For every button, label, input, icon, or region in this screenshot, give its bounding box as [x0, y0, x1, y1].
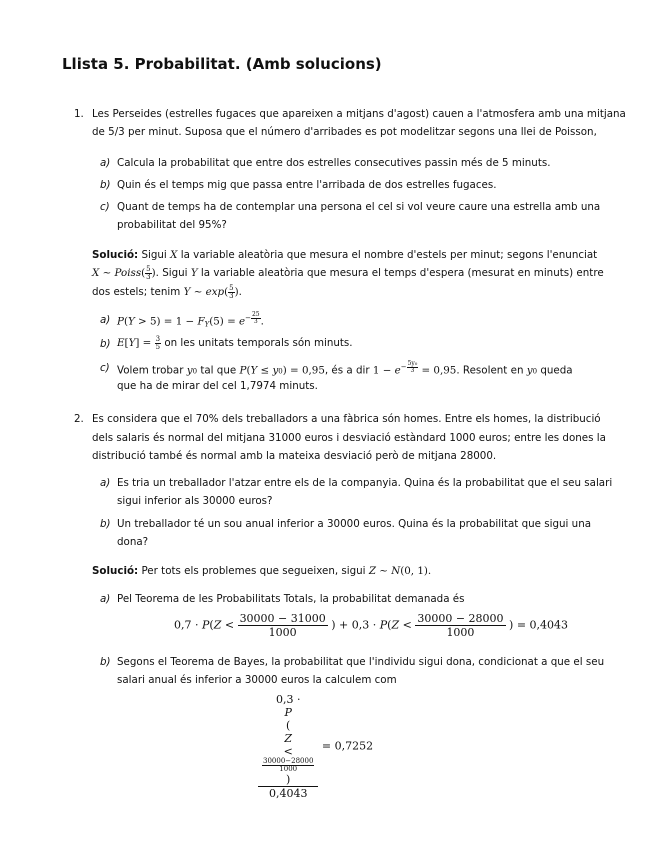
problem-1-item-b-text: Quin és el temps mig que passa entre l'arribada de dos estrelles fugaces.: [117, 179, 497, 191]
problem-2-item-b-label: b): [100, 518, 111, 530]
solution-1-b-line: E[Y] = $\frac{3}{5}$ on les unitats temporals són minuts.: [117, 335, 353, 351]
problem-2-item-a-label: a): [100, 477, 111, 489]
problem-1-item-c-label: c): [100, 201, 110, 213]
problem-1-statement-line-1: Les Perseides (estrelles fugaces que apareixen a mitjans d'agost) cauen a l'atmosfera amb una mitjana: [92, 108, 626, 120]
solution-1-text-d: la variable aleatòria que mesura el temps d'espera (mesurat en minuts) entre: [200, 267, 604, 279]
problem-1-item-a-text: Calcula la probabilitat que entre dos estrelles consecutives passin més de 5 minuts.: [117, 157, 551, 169]
solution-1-line-1: Solució: Sigui X la variable aleatòria que mesura el nombre d'estels per minut; segons l'enunciat: [92, 249, 598, 261]
solution-1-c-text-3: , és a dir: [324, 364, 370, 377]
solution-1-text-a: Sigui: [141, 249, 167, 261]
solution-1-c-text-2: tal que: [200, 364, 237, 377]
solution-1-line-3: dos estels; tenim Y ∼ exp( $\frac{5}{3}$ ).: [92, 284, 242, 300]
problem-2-item-b-line-1: Un treballador té un sou anual inferior a 30000 euros. Quina és la probabilitat que sigui una: [117, 518, 592, 530]
solution-1-text-b: la variable aleatòria que mesura el nombre d'estels per minut; segons l'enunciat: [180, 249, 598, 261]
solution-1-a-formula: $P(Y > 5) = 1 - FY(5) = e^{- \frac{25}{3}}$ .: [117, 311, 264, 329]
problem-2-item-b-line-2: dona?: [117, 536, 149, 548]
solution-1-c-label: c): [100, 362, 110, 374]
problem-2-item-a-line-2: sigui inferior als 30000 euros?: [117, 495, 273, 507]
equation-bayes: 0,3 · P ( Z < 30000−28000 1000 ) 0,4043 = 0,7252: [258, 693, 373, 800]
equation-b-result: = 0,7252: [321, 739, 374, 753]
solution-2-a-label: a): [100, 593, 111, 605]
problem-1-item-c-line-2: probabilitat del 95%?: [117, 219, 227, 231]
problem-2-statement-line-3: distribució també és normal amb la mateixa desviació però de mitjana 28000.: [92, 450, 497, 462]
equation-b-denominator: 0,4043: [268, 787, 308, 800]
problem-1-statement-line-2: de 5/3 per minut. Suposa que el número d'arribades es pot modelitzar segons una llei de Poisson,: [92, 126, 597, 138]
solution-2-label: Solució:: [92, 565, 139, 577]
problem-1-item-c-line-1: Quant de temps ha de contemplar una persona el cel si vol veure caure una estrella amb una: [117, 201, 601, 213]
solution-1-text-e: dos estels; tenim: [92, 286, 181, 298]
problem-2-item-a-line-1: Es tria un treballador l'atzar entre els de la companyia. Quina és la probabilitat que el seu salari: [117, 477, 613, 489]
page-title: Llista 5. Probabilitat. (Amb solucions): [62, 55, 382, 73]
problem-2-number: 2.: [74, 413, 84, 425]
solution-1-c-text-5: queda: [540, 364, 573, 377]
solution-2-line: Solució: Per tots els problemes que segueixen, sigui Z ∼ N(0, 1).: [92, 565, 432, 577]
solution-2-a-text: Pel Teorema de les Probabilitats Totals, la probabilitat demanada és: [117, 593, 465, 605]
solution-1-label: Solució:: [92, 249, 139, 261]
problem-1-number: 1.: [74, 108, 84, 120]
solution-2-b-line-2: salari anual és inferior a 30000 euros la calculem com: [117, 674, 397, 686]
solution-1-b-label: b): [100, 338, 111, 350]
solution-1-c-line-2: que ha de mirar del cel 1,7974 minuts.: [117, 380, 318, 392]
problem-1-item-a-label: a): [100, 157, 111, 169]
solution-1-text-c: . Sigui: [155, 267, 188, 279]
solution-1-a-label: a): [100, 314, 111, 326]
solution-2-b-line-1: Segons el Teorema de Bayes, la probabilitat que l'individu sigui dona, condicionat a que el seu: [117, 656, 605, 668]
problem-2-statement-line-1: Es considera que el 70% dels treballadors a una fàbrica són homes. Entre els homes, la distribució: [92, 413, 601, 425]
solution-2-b-label: b): [100, 656, 111, 668]
problem-2-statement-line-2: dels salaris és normal del mitjana 31000 euros i desviació estàndard 1000 euros; entre les dones la: [92, 432, 606, 444]
solution-1-c-text-1: Volem trobar: [117, 364, 184, 377]
solution-1-c-line-1: Volem trobar y0 tal que P(Y ≤ y0) = 0,95, és a dir $1 - e^{- \frac{\text{5y₀}}{3}}$ = 0,95. Resolent en y0 queda: [117, 360, 573, 377]
solution-1-b-text: on les unitats temporals són minuts.: [164, 337, 353, 349]
equation-a-result: = 0,4043: [516, 618, 569, 632]
solution-2-text: Per tots els problemes que segueixen, sigui: [141, 565, 366, 577]
solution-1-c-text-4: . Resolent en: [456, 364, 524, 377]
solution-1-line-2: X ∼ Poiss( $\frac{5}{3}$ ). Sigui Y la variable aleatòria que mesura el temps d'espera (mesurat en minuts) entre: [92, 265, 604, 281]
equation-total-probability: 0,7 · P(Z < $\frac{30000 - 31000}{1000}$ ) + 0,3 · P(Z < $\frac{30000 - 28000}{1000}$ ) = 0,4043: [174, 612, 569, 639]
problem-1-item-b-label: b): [100, 179, 111, 191]
